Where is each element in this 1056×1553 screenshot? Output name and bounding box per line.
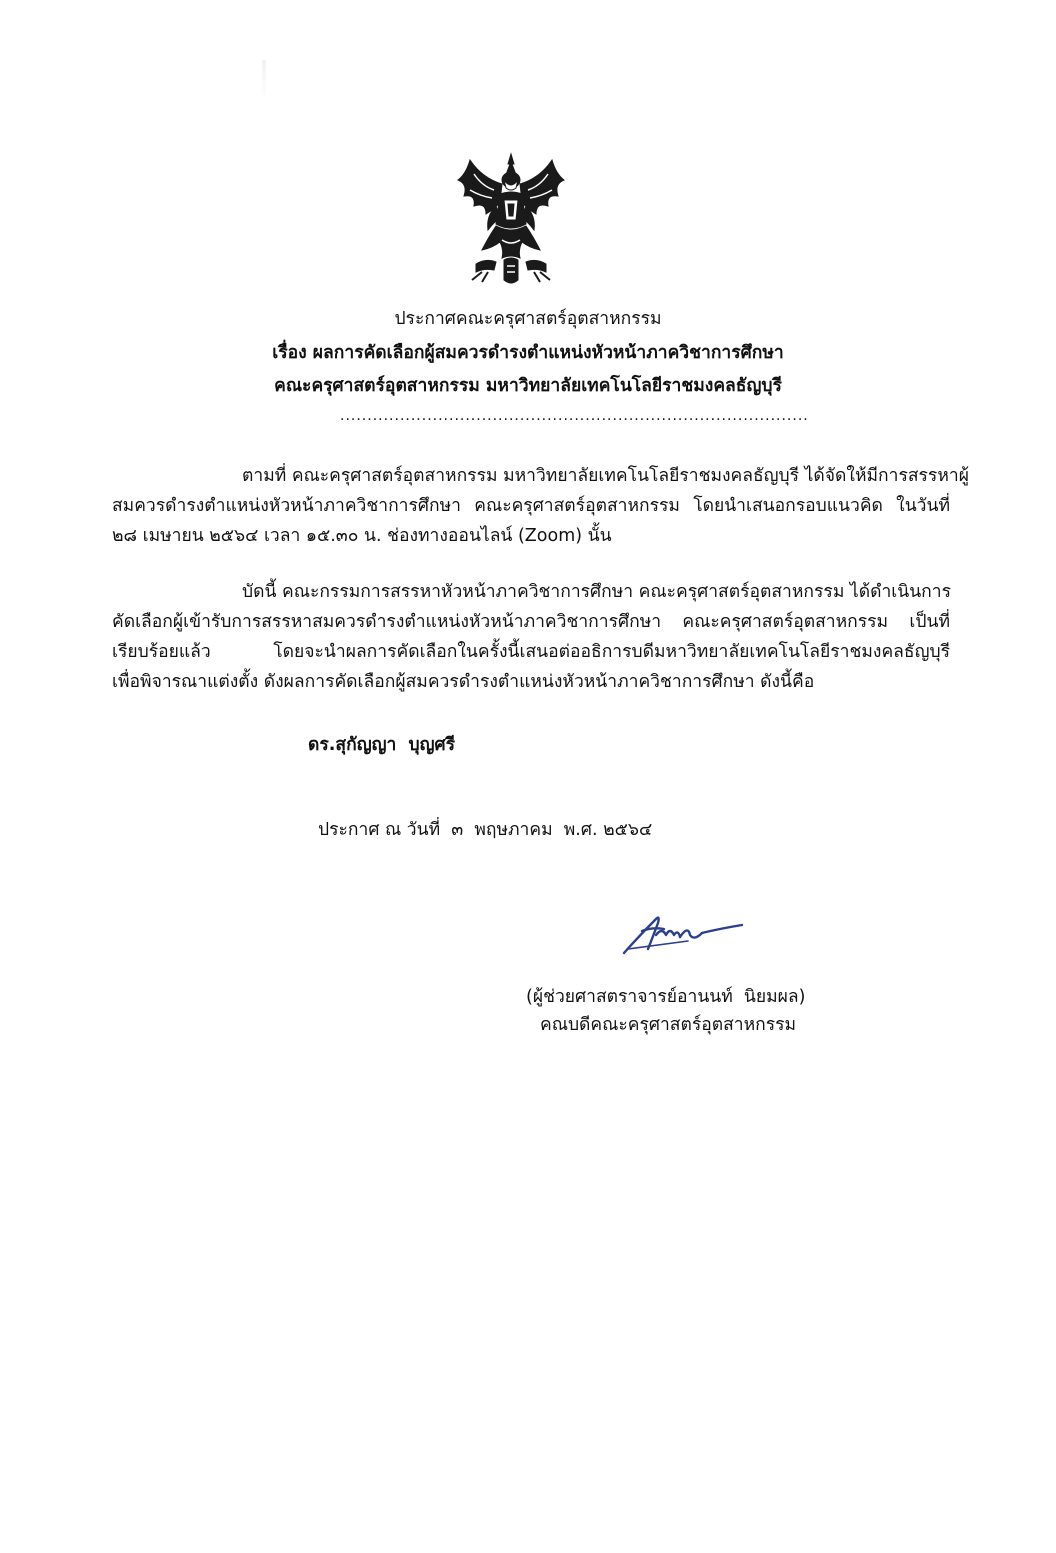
scan-artifact xyxy=(262,60,266,100)
paragraph-line: คัดเลือกผู้เข้ารับการสรรหาสมควรดำรงตำแหน่งหัวหน้าภาควิชาการศึกษา คณะครุศาสตร์อุตสาหกรรม เป็นที่ xyxy=(112,612,950,632)
paragraph-line: เรียบร้อยแล้ว โดยจะนำผลการคัดเลือกในครั้งนี้เสนอต่ออธิการบดีมหาวิทยาลัยเทคโนโลยีราชมงคลธัญบุรี xyxy=(112,642,950,662)
garuda-emblem-icon xyxy=(452,150,570,288)
selected-nominee-name: ดร.สุกัญญา บุญศรี xyxy=(308,735,456,755)
announcement-title: ประกาศคณะครุศาสตร์อุตสาหกรรม xyxy=(394,309,662,329)
announcement-subject: เรื่อง ผลการคัดเลือกผู้สมควรดำรงตำแหน่งหัวหน้าภาควิชาการศึกษา xyxy=(272,343,784,363)
paragraph-line: ๒๘ เมษายน ๒๕๖๔ เวลา ๑๕.๓๐ น. ช่องทางออนไลน์ (Zoom) นั้น xyxy=(112,526,612,546)
handwritten-signature-icon xyxy=(618,905,748,960)
signer-name: (ผู้ช่วยศาสตราจารย์อานนท์ นิยมผล) xyxy=(526,987,806,1007)
paragraph-line: สมควรดำรงตำแหน่งหัวหน้าภาควิชาการศึกษา คณะครุศาสตร์อุตสาหกรรม โดยนำเสนอกรอบแนวคิด ในวันที่ xyxy=(112,496,950,516)
paragraph-line: ตามที่ คณะครุศาสตร์อุตสาหกรรม มหาวิทยาลัยเทคโนโลยีราชมงคลธัญบุรี ได้จัดให้มีการสรรหาผู้ xyxy=(242,466,969,486)
announcement-date: ประกาศ ณ วันที่ ๓ พฤษภาคม พ.ศ. ๒๕๖๔ xyxy=(318,820,653,840)
signer-position: คณบดีคณะครุศาสตร์อุตสาหกรรม xyxy=(540,1015,797,1035)
announcement-organization: คณะครุศาสตร์อุตสาหกรรม มหาวิทยาลัยเทคโนโลยีราชมงคลธัญบุรี xyxy=(274,376,782,396)
dotted-divider: ...................................................................................... xyxy=(340,408,809,424)
paragraph-result xyxy=(112,577,950,697)
paragraph-line: บัดนี้ คณะกรรมการสรรหาหัวหน้าภาควิชาการศึกษา คณะครุศาสตร์อุตสาหกรรม ได้ดำเนินการ xyxy=(242,582,951,602)
paragraph-line: เพื่อพิจารณาแต่งตั้ง ดังผลการคัดเลือกผู้สมควรดำรงตำแหน่งหัวหน้าภาควิชาการศึกษา ดังนี้คือ xyxy=(112,672,815,692)
paragraph-background xyxy=(112,461,969,551)
